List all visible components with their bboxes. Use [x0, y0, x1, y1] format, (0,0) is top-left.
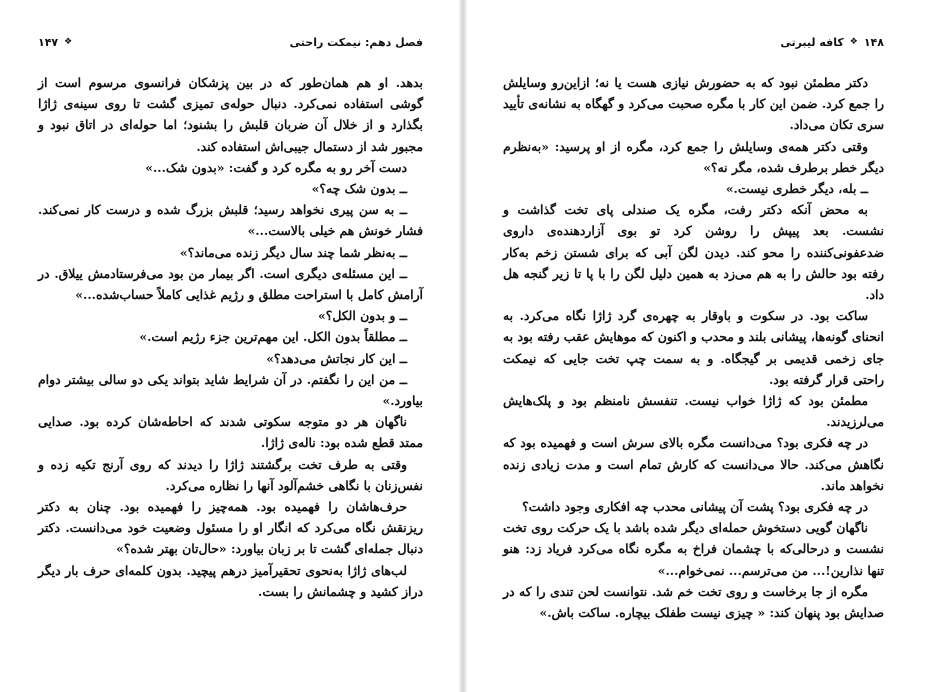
- left-page-body: [38, 72, 423, 602]
- left-page-number: ۱۴۷: [38, 35, 59, 49]
- paragraph: لب‌های ژاژا به‌نحوی تحقیرآمیز درهم پیچید. بدون کلمه‌ای حرف بار دیگر دراز کشید و چشمانش را بست.: [38, 562, 423, 599]
- paragraph: ناگهان گویی دستخوش حمله‌ای دیگر شده باشد با یک حرکت روی تخت نشست و درحالی‌که با چشمان فراخ به مگره نگاه می‌کرد فریاد زد: هنو تنها نذارین!... من می‌ترسم... نمی‌خوام...»: [503, 520, 884, 578]
- paragraph: ــ این مسئله‌ی دیگری است. اگر بیمار من بود می‌فرستادمش ییلاق. در آرامش کامل با استراحت مطلق و رژیم غذایی کاملاً حساب‌شده...»: [38, 265, 423, 303]
- paragraph: حرف‌هاشان را فهمیده بود. همه‌چیز را فهمیده بود. چنان به دکتر ریزنقش نگاه می‌کرد که انگار او را مسئول وضعیت خود می‌دانست. دکتر دنبال جمله‌ای گشت تا بر زبان بیاورد: «حال‌تان بهتر شده؟»: [38, 499, 423, 557]
- paragraph: ناگهان هر دو متوجه سکوتی شدند که احاطه‌شان کرده بود. صدایی ممتد قطع شده بود: ناله‌ی ژاژا.: [38, 414, 423, 451]
- paragraph: ــ به‌نظر شما چند سال دیگر زنده می‌ماند؟»: [179, 244, 407, 260]
- paragraph: وقتی دکتر همه‌ی وسایلش را جمع کرد، مگره از او پرسید: «به‌نظرم دیگر خطر برطرف شده، مگر نه؟»: [503, 138, 884, 175]
- right-page-body: [503, 72, 884, 623]
- paragraph: ــ مطلقاً بدون الکل. این مهم‌ترین جزء رژیم است.»: [139, 329, 407, 345]
- right-page-number-group: [780, 36, 884, 49]
- left-page-header: [38, 34, 423, 50]
- paragraph: ــ این کار نجاتش می‌دهد؟»: [266, 350, 407, 366]
- paragraph: ــ بله، دیگر خطری نیست.»: [725, 181, 868, 197]
- paragraph: دکتر مطمئن نبود که به حضورش نیازی هست یا نه؛ ازاین‌رو وسایلش را جمع کرد. ضمن این کار با مگره صحبت می‌کرد و گهگاه به نشانه‌ی تأیید سری تکان می‌داد.: [503, 75, 884, 133]
- right-page-number: ۱۴۸: [863, 35, 884, 49]
- paragraph: در چه فکری بود؟ می‌دانست مگره بالای سرش است و فهمیده بود که نگاهش می‌کند. حالا می‌دانست که کارش تمام است و مدت زیادی زنده نخواهد ماند.: [503, 435, 884, 493]
- right-page: [463, 0, 926, 692]
- paragraph: بدهد. او هم همان‌طور که در بین پزشکان فرانسوی مرسوم است از گوشی استفاده نمی‌کرد. دنبال حوله‌ی تمیزی گشت تا روی سینه‌ی ژاژا بگذارد و از خلال آن ضربان قلبش را بشنود؛ اما حوله‌ای در اتاق نبود و مجبور شد از دستمال جیبی‌اش استفاده کند.: [38, 75, 423, 154]
- paragraph: به محض آنکه دکتر رفت، مگره یک صندلی پای تخت گذاشت و نشست. بعد پیپش را روشن کرد تو بوی آزاردهنده‌ی داروی ضدعفونی‌کننده را محو کند. دیدن لگن آبی که برای شستن زخم به‌کار رفته بود حالش را به هم می‌زد به همین دلیل لگن را با پا تا زیر گنجه هل داد.: [503, 202, 884, 303]
- paragraph: مطمئن بود که ژاژا خواب نیست. تنفسش نامنظم بود و پلک‌هایش می‌لرزیدند.: [503, 393, 884, 430]
- paragraph: ــ و بدون الکل؟»: [318, 308, 407, 324]
- diamond-ornament-icon: ❖: [64, 37, 73, 47]
- paragraph: وقتی به طرف تخت برگشتند ژاژا را دیدند که روی آرنج تکیه زده و نفس‌زنان با نگاهی خشم‌آلود آنها را نظاره می‌کرد.: [38, 456, 423, 493]
- diamond-ornament-icon: ❖: [849, 37, 858, 47]
- paragraph: ــ بدون شک چه؟»: [311, 181, 407, 197]
- paragraph: ــ به سن پیری نخواهد رسید؛ قلبش بزرگ شده و درست کار نمی‌کند. فشار خونش هم خیلی بالاست...»: [38, 202, 423, 239]
- paragraph: دست آخر رو به مگره کرد و گفت: «بدون شک...»: [145, 159, 407, 175]
- left-page-number-group: [38, 36, 72, 49]
- book-gutter: [459, 0, 467, 692]
- paragraph: مگره از جا برخاست و روی تخت خم شد. نتوانست لحن تندی را که در صدایش بود پنهان کند: « چیزی نیست طفلک بیچاره. ساکت باش.»: [503, 583, 884, 621]
- paragraph: ساکت بود. در سکوت و باوقار به چهره‌ی گرد ژاژا نگاه می‌کرد. به انحنای گونه‌ها، پیشانی بلند و محدب و اکنون که موهایش عقب رفته بود به جای زخمی قدیمی بر گیجگاه. و به سمت چپ تخت جایی که نیمکت راحتی قرار گرفته بود.: [503, 308, 884, 387]
- paragraph: ــ من این را نگفتم. در آن شرایط شاید بتواند یکی دو سالی بیشتر دوام بیاورد.»: [38, 371, 423, 409]
- paragraph: در چه فکری بود؟ پشت آن پیشانی محدب چه افکاری وجود داشت؟: [522, 499, 868, 515]
- left-header-title: فصل دهم: نیمکت راحتی: [289, 35, 423, 49]
- right-page-header: [503, 34, 884, 50]
- right-header-title: کافه لیبرتی: [780, 35, 844, 49]
